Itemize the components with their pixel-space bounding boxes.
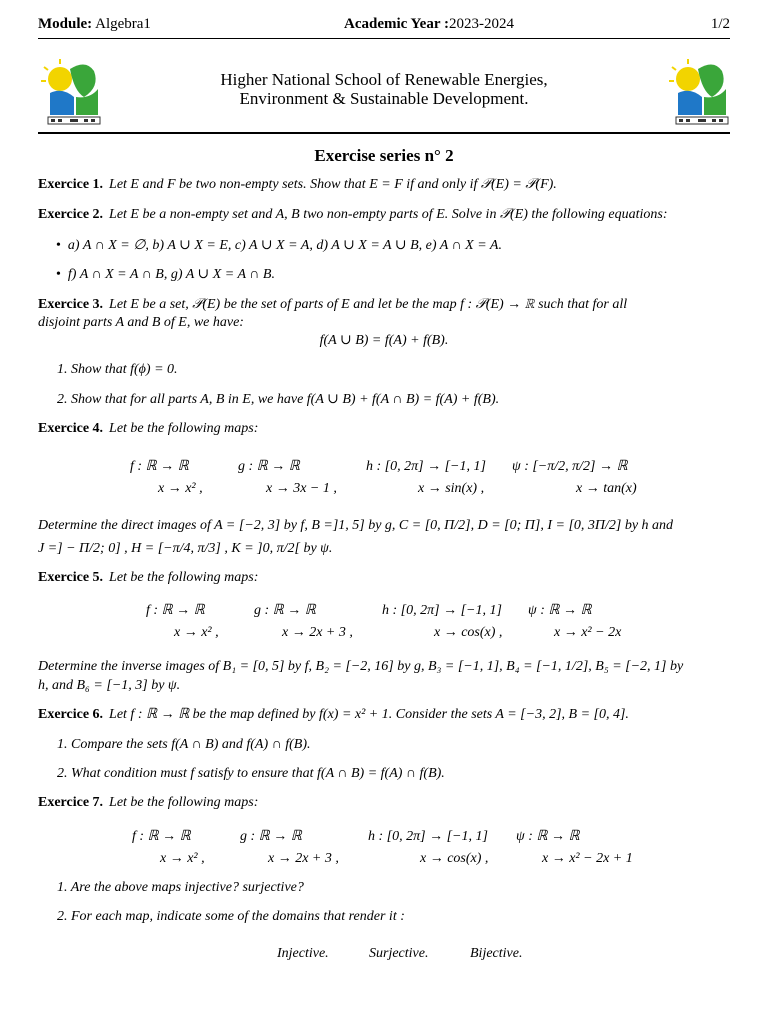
page-title: Exercise series n° 2 bbox=[314, 146, 454, 165]
exercise-5-text-2: h, and B₆ = [−1, 3] by ψ. bbox=[38, 678, 181, 693]
exercise-7-map-psi: ψ : ℝ → ℝ x → x² − 2x + 1 bbox=[516, 829, 633, 866]
exercise-4-map-psi: ψ : [−π/2, π/2] → ℝ x → tan(x) bbox=[512, 459, 637, 496]
title-rule bbox=[38, 132, 730, 134]
exercise-7-label: Exercice 7. bbox=[38, 795, 104, 810]
exercise-3 bbox=[38, 297, 730, 313]
exercise-7 bbox=[38, 795, 730, 811]
school-name-line1: Higher National School of Renewable Energies, bbox=[220, 70, 548, 89]
exercise-7-question-2: 2. For each map, indicate some of the domains that render it : bbox=[57, 909, 405, 924]
exercise-6-text: Let f : ℝ → ℝ be the map defined by f(x) = x² + 1. Consider the sets A = [−3, 2], B = [0, 4]. bbox=[109, 707, 629, 722]
exercise-6 bbox=[38, 706, 730, 723]
exercise-2 bbox=[38, 207, 730, 223]
school-name-line2: Environment & Sustainable Development. bbox=[239, 89, 529, 108]
exercise-6-question-2: 2. What condition must f satisfy to ensure that f(A ∩ B) = f(A) ∩ f(B). bbox=[57, 766, 445, 781]
exercise-7-kind-surjective: Surjective. bbox=[369, 946, 429, 961]
school-logo-right bbox=[668, 57, 734, 127]
exercise-3-text-1: Let E be a set, 𝒫(E) be the set of parts of E and let be the map f : 𝒫(E) → ℝ such that for all bbox=[109, 297, 628, 312]
exercise-4-intro: Let be the following maps: bbox=[109, 421, 259, 436]
exercise-7-intro: Let be the following maps: bbox=[109, 795, 259, 810]
year-label: Academic Year : bbox=[344, 16, 449, 32]
year-value: 2023-2024 bbox=[448, 16, 514, 32]
exercise-5-text-1: Determine the inverse images of B₁ = [0, 5] by f, B₂ = [−2, 16] by g, B₃ = [−1, 1], B₄ = [−1, 1/2], B₅ = [−2, 1] by bbox=[38, 659, 684, 674]
exercise-5-map-g: g : ℝ → ℝ x → 2x + 3 , bbox=[254, 603, 353, 640]
exercise-5-label: Exercice 5. bbox=[38, 570, 104, 585]
exercise-6-label: Exercice 6. bbox=[38, 707, 104, 722]
exercise-3-text-2: disjoint parts A and B of E, we have: bbox=[38, 315, 244, 330]
exercise-7-map-g: g : ℝ → ℝ x → 2x + 3 , bbox=[240, 829, 339, 866]
exercise-7-question-1: 1. Are the above maps injective? surjective? bbox=[57, 880, 304, 895]
exercise-3-question-2: 2. Show that for all parts A, B in E, we have f(A ∪ B) + f(A ∩ B) = f(A) + f(B). bbox=[57, 392, 500, 407]
exercise-3-label: Exercice 3. bbox=[38, 297, 104, 312]
exercise-4-map-f: f : ℝ → ℝ x → x² , bbox=[130, 459, 203, 496]
page-number: 1/2 bbox=[710, 16, 730, 32]
exercise-4-map-h: h : [0, 2π] → [−1, 1] x → sin(x) , bbox=[366, 459, 486, 496]
exercise-2-text: Let E be a non-empty set and A, B two non-empty parts of E. Solve in 𝒫(E) the following equations: bbox=[109, 207, 668, 222]
exercise-1-text: Let E and F be two non-empty sets. Show that E = F if and only if 𝒫(E) = 𝒫(F). bbox=[109, 177, 557, 192]
exercise-2-equations-f-g: f) A ∩ X = A ∩ B, g) A ∪ X = A ∩ B. bbox=[67, 267, 275, 282]
exercise-4-text-1: Determine the direct images of A = [−2, 3] by f, B =]1, 5] by g, C = [0, Π/2], D = [0; Π], I = [0, 3Π/2] by h and bbox=[38, 518, 674, 533]
exercise-5-intro: Let be the following maps: bbox=[109, 570, 259, 585]
exercise-3-formula: f(A ∪ B) = f(A) + f(B). bbox=[319, 333, 449, 348]
school-logo-left bbox=[40, 57, 106, 127]
exercise-4-text-2: J =] − Π/2; 0] , H = [−π/4, π/3] , K = ]0, π/2[ by ψ. bbox=[38, 541, 333, 556]
exercise-5 bbox=[38, 570, 730, 586]
module-label: Module: bbox=[38, 16, 93, 32]
exercise-4 bbox=[38, 421, 730, 437]
exercise-7-map-f: f : ℝ → ℝ x → x² , bbox=[132, 829, 205, 866]
exercise-1 bbox=[38, 177, 730, 193]
exercise-7-kind-injective: Injective. bbox=[277, 946, 329, 961]
module-value: Algebra1 bbox=[95, 16, 151, 32]
exercise-3-question-1: 1. Show that f(ϕ) = 0. bbox=[57, 362, 178, 377]
exercise-4-map-g: g : ℝ → ℝ x → 3x − 1 , bbox=[238, 459, 337, 496]
exercise-2-equations-a-e: a) A ∩ X = ∅, b) A ∪ X = E, c) A ∪ X = A, d) A ∪ X = A ∪ B, e) A ∩ X = A. bbox=[67, 238, 502, 253]
header-rule bbox=[38, 38, 730, 39]
exercise-1-label: Exercice 1. bbox=[38, 177, 104, 192]
exercise-5-map-f: f : ℝ → ℝ x → x² , bbox=[146, 603, 219, 640]
exercise-7-kind-bijective: Bijective. bbox=[470, 946, 523, 961]
exercise-5-map-h: h : [0, 2π] → [−1, 1] x → cos(x) , bbox=[382, 603, 503, 640]
page-header bbox=[38, 16, 730, 38]
exercise-6-question-1: 1. Compare the sets f(A ∩ B) and f(A) ∩ f(B). bbox=[57, 737, 311, 752]
exercise-5-map-psi: ψ : ℝ → ℝ x → x² − 2x bbox=[528, 603, 622, 640]
exercise-2-bullet-2: • f) A ∩ X = A ∩ B, g) A ∪ X = A ∩ B. bbox=[56, 267, 275, 282]
school-name bbox=[120, 70, 648, 108]
exercise-7-map-h: h : [0, 2π] → [−1, 1] x → cos(x) , bbox=[368, 829, 489, 866]
exercise-2-bullet-1: • a) A ∩ X = ∅, b) A ∪ X = E, c) A ∪ X = A, d) A ∪ X = A ∪ B, e) A ∩ X = A. bbox=[56, 238, 502, 253]
exercise-4-label: Exercice 4. bbox=[38, 421, 104, 436]
exercise-2-label: Exercice 2. bbox=[38, 207, 104, 222]
